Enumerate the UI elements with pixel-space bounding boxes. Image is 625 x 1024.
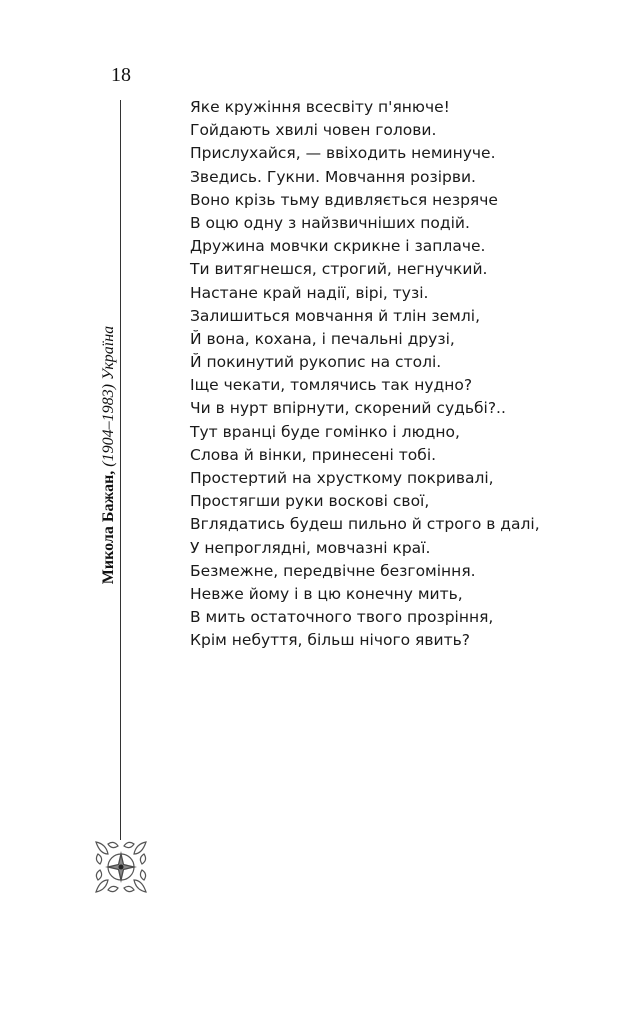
poem-line: В оцю одну з найзвичніших подій. — [190, 213, 470, 232]
poem-line: Крім небуття, більш нічого явить? — [190, 631, 470, 650]
poem-line: Зведись. Гукни. Мовчання розірви. — [190, 167, 476, 186]
poem-line: Й вона, кохана, і печальні друзі, — [190, 329, 455, 348]
poem-text — [190, 96, 610, 653]
poem-line: Простертий на хрусткому покривалі, — [190, 469, 494, 487]
poem-line: Яке кружіння всесвіту п'янюче! — [190, 98, 450, 116]
poem-line: Настане край надії, вірі, тузі. — [190, 283, 429, 302]
poem-line: Іще чекати, томлячись так нудно? — [190, 376, 473, 395]
poem-line: Дружина мовчки скрикне і заплаче. — [190, 237, 486, 256]
vertical-divider — [120, 100, 121, 840]
poem-line: У непроглядні, мовчазні краї. — [190, 538, 431, 557]
poem-line: Воно крізь тьму вдивляється незряче — [190, 190, 498, 209]
poem-line: Вглядатись будеш пильно й строго в далі, — [190, 515, 540, 534]
poem-line: Безмежне, передвічне безгоміння. — [190, 561, 476, 580]
author-years: (1904–1983) — [100, 384, 117, 467]
poem-line: В мить остаточного твого прозріння, — [190, 608, 494, 627]
poem-line: Невже йому і в цю конечну мить, — [190, 584, 463, 603]
author-country: Україна — [100, 325, 117, 381]
poem-line: Ти витягнешся, строгий, негнучкий. — [190, 260, 488, 279]
author-caption — [99, 295, 119, 615]
poem-line: Прислухайся, — ввіходить неминуче. — [190, 144, 496, 163]
poem-line: Слова й вінки, принесені тобі. — [190, 445, 437, 464]
poem-line: Гойдають хвилі човен голови. — [190, 121, 437, 140]
poem-line: Тут вранці буде гомінко і людно, — [190, 422, 460, 441]
author-name: Микола Бажан, — [100, 470, 117, 585]
poem-line: Чи в нурт впірнути, скорений судьбі?.. — [190, 399, 506, 418]
poem-line: Простягши руки воскові свої, — [190, 492, 430, 511]
poem-line: Й покинутий рукопис на столі. — [190, 353, 442, 372]
star-rosette-icon — [92, 838, 150, 896]
page-number: 18 — [111, 64, 131, 86]
poem-line: Залишиться мовчання й тлін землі, — [190, 306, 481, 325]
